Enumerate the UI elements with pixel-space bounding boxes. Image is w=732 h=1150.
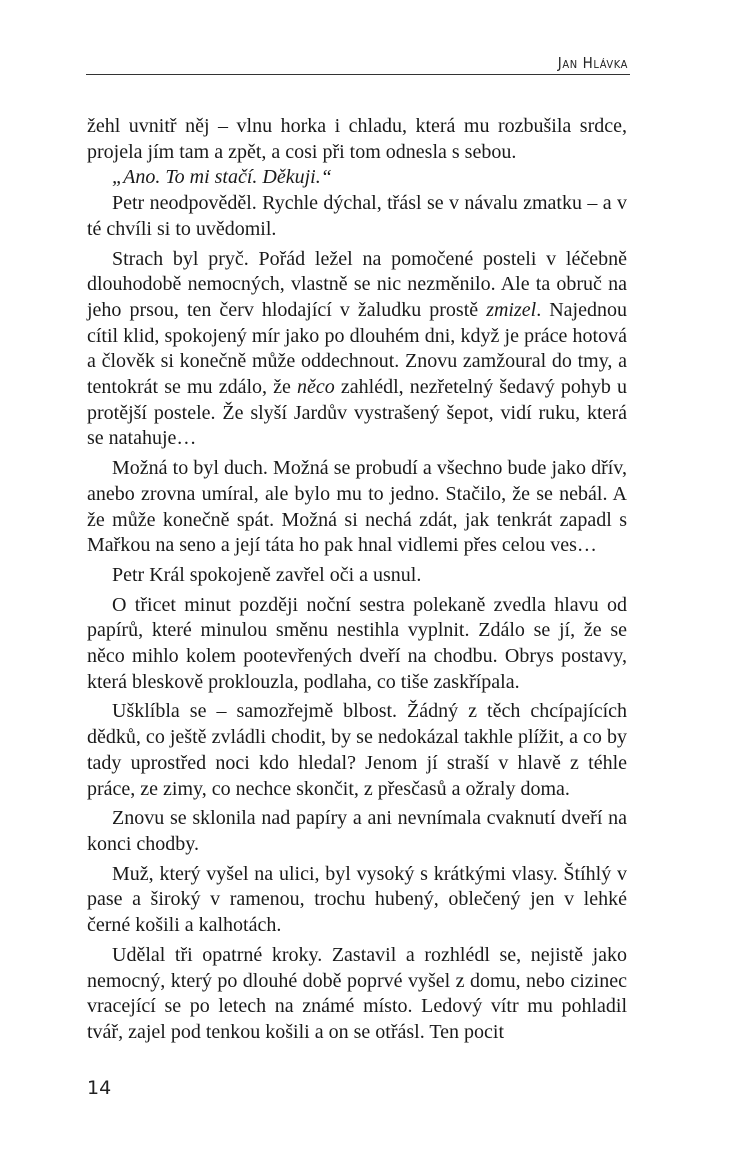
paragraph: Znovu se sklonila nad papíry a ani nevnímala cvaknutí dveří na konci chodby. [87, 807, 627, 855]
paragraph: Muž, který vyšel na ulici, byl vysoký s krátkými vlasy. Štíhlý v pase a široký v ramenou, trochu hubený, oblečený jen v lehké černé košili a kalhotách. [87, 862, 627, 937]
header-rule [86, 74, 630, 75]
paragraph: Petr neodpověděl. Rychle dýchal, třásl se v návalu zmatku – a v té chvíli si to uvědomil. [87, 192, 627, 240]
paragraph: „Ano. To mi stačí. Děkuji.“ [112, 166, 332, 189]
paragraph: Petr Král spokojeně zavřel oči a usnul. [112, 563, 422, 586]
paragraph: žehl uvnitř něj – vlnu horka i chladu, která mu rozbušila srdce, projela jím tam a zpět, a cosi při tom odnesla s sebou. [87, 115, 627, 163]
paragraph: Udělal tři opatrné kroky. Zastavil a rozhlédl se, nejistě jako nemocný, který po dlouhé době poprvé vyšel z domu, nebo cizinec vracející se po letech na známé místo. Ledový vítr mu pohladil tvář, zajel pod tenkou košili a on se otřásl. Ten pocit [87, 943, 627, 1043]
paragraph: Možná to byl duch. Možná se probudí a všechno bude jako dřív, anebo zrovna umíral, ale bylo mu to jedno. Stačilo, že se nebál. A že může konečně spát. Možná si nechá zdát, jak tenkrát zapadl s Mařkou na seno a její táta ho pak hnal vidlemi přes celou ves… [87, 457, 627, 557]
running-head: Jan Hlávka [557, 54, 628, 72]
paragraph: Ušklíbla se – samozřejmě blbost. Žádný z těch chcípajících dědků, co ještě zvládli chodit, by se nedokázal takhle plížit, a co by tady uprostřed noci kdo hledal? Jenom jí straší v hlavě z téhle práce, ze zimy, co nechce skončit, z přesčasů a ožraly doma. [87, 700, 627, 800]
paragraph: Strach byl pryč. Pořád ležel na pomočené posteli v léčebně dlouhodobě nemocných, vlastně se nic nezměnilo. Ale ta obruč na jeho prsou, ten červ hlodající v žaludku prostě zmizel. Najednou cítil klid, spokojený mír jako po dlouhém dni, když je práce hotová a člověk si konečně může oddechnout. Znovu zamžoural do tmy, a tentokrát se mu zdálo, že něco zahlédl, nezřetelný šedavý pohyb u protější postele. Že slyší Jardův vystrašený šepot, vidí ruku, která se natahuje… [87, 247, 627, 450]
paragraph: O třicet minut později noční sestra polekaně zvedla hlavu od papírů, které minulou směnu nestihla vyplnit. Zdálo se jí, že se něco mihlo kolem pootevřených dveří na chodbu. Obrys postavy, která bleskově proklouzla, podlaha, co tiše zaskřípala. [87, 593, 627, 693]
page-number: 14 [87, 1077, 112, 1099]
body-text [87, 114, 627, 1046]
